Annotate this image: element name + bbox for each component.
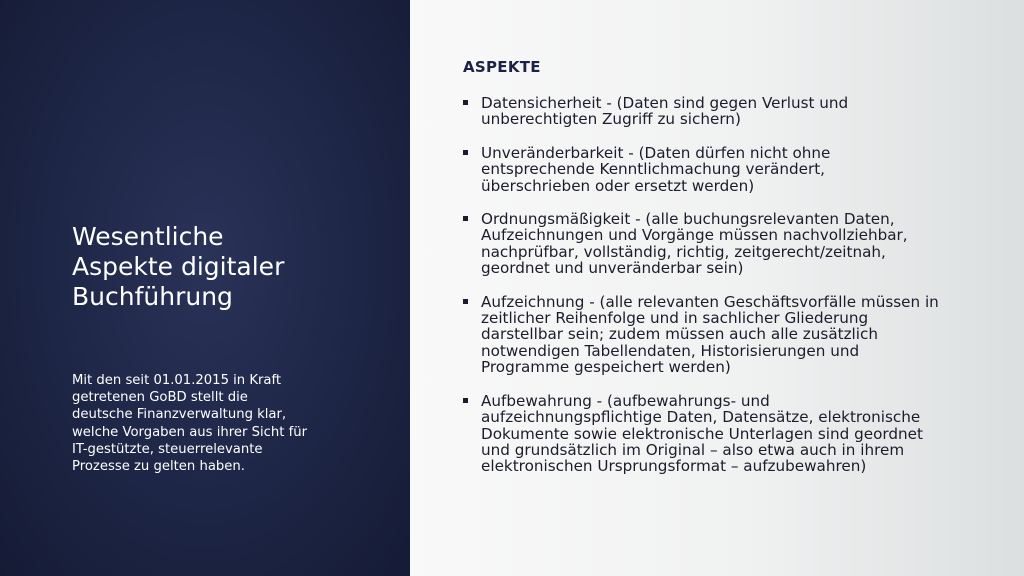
- intro-line: welche Vorgaben aus ihrer Sicht für: [72, 424, 308, 440]
- list-item-line: aufzeichnungspflichtige Daten, Datensätze, elektronische: [481, 408, 921, 427]
- list-item-line: unberechtigten Zugriff zu sichern): [481, 110, 741, 129]
- section-heading: ASPEKTE: [463, 58, 541, 76]
- intro-line: IT-gestützte, steuerrelevante: [72, 441, 263, 457]
- square-bullet-icon: [463, 398, 468, 403]
- list-item: [461, 145, 1001, 194]
- list-item-line: notwendigen Tabellendaten, Historisierungen und: [481, 341, 860, 360]
- intro-paragraph: [72, 372, 342, 475]
- list-item-line: Aufbewahrung - (aufbewahrungs- und: [481, 391, 770, 410]
- list-item-text: [481, 95, 1001, 128]
- square-bullet-icon: [463, 100, 468, 105]
- slide-title-line: Wesentliche: [72, 222, 224, 251]
- list-item-text: [481, 294, 1001, 376]
- list-item: [461, 95, 1001, 128]
- list-item-line: elektronischen Ursprungsformat – aufzubewahren): [481, 457, 867, 476]
- list-item-line: Ordnungsmäßigkeit - (alle buchungsrelevanten Daten,: [481, 210, 895, 229]
- list-item-line: Aufzeichnung - (alle relevanten Geschäftsvorfälle müssen in: [481, 292, 939, 311]
- intro-line: Prozesse zu gelten haben.: [72, 459, 245, 475]
- list-item-line: darstellbar sein; zudem müssen auch alle zusätzlich: [481, 325, 878, 344]
- list-item: [461, 294, 1001, 376]
- list-item: [461, 393, 1001, 475]
- slide-title: [72, 222, 372, 312]
- list-item-line: Programme gespeichert werden): [481, 358, 731, 377]
- list-item-line: und grundsätzlich im Original – also etwa auch in ihrem: [481, 440, 905, 459]
- list-item-line: Aufzeichnungen und Vorgänge müssen nachvollziehbar,: [481, 226, 908, 245]
- list-item-line: Datensicherheit - (Daten sind gegen Verlust und: [481, 94, 849, 112]
- slide-title-line: Buchführung: [72, 282, 233, 311]
- list-item-text: [481, 393, 1001, 475]
- intro-line: deutsche Finanzverwaltung klar,: [72, 407, 287, 423]
- list-item-line: nachprüfbar, vollständig, richtig, zeitgerecht/zeitnah,: [481, 242, 886, 261]
- list-item-line: überschrieben oder ersetzt werden): [481, 176, 755, 195]
- list-item-text: [481, 145, 1001, 194]
- square-bullet-icon: [463, 150, 468, 155]
- slide-title-line: Aspekte digitaler: [72, 252, 285, 281]
- list-item-line: geordnet und unveränderbar sein): [481, 259, 744, 278]
- list-item-line: zeitlicher Reihenfolge und in sachlicher Gliederung: [481, 309, 869, 328]
- intro-line: getretenen GoBD stellt die: [72, 390, 248, 406]
- aspects-list: [461, 95, 1001, 492]
- list-item: [461, 211, 1001, 277]
- list-item-line: Unveränderbarkeit - (Daten dürfen nicht ohne: [481, 143, 831, 162]
- list-item-line: entsprechende Kenntlichmachung verändert,: [481, 160, 825, 179]
- list-item-line: Dokumente sowie elektronische Unterlagen sind geordnet: [481, 424, 923, 443]
- square-bullet-icon: [463, 299, 468, 304]
- intro-line: Mit den seit 01.01.2015 in Kraft: [72, 373, 282, 388]
- list-item-text: [481, 211, 1001, 277]
- square-bullet-icon: [463, 216, 468, 221]
